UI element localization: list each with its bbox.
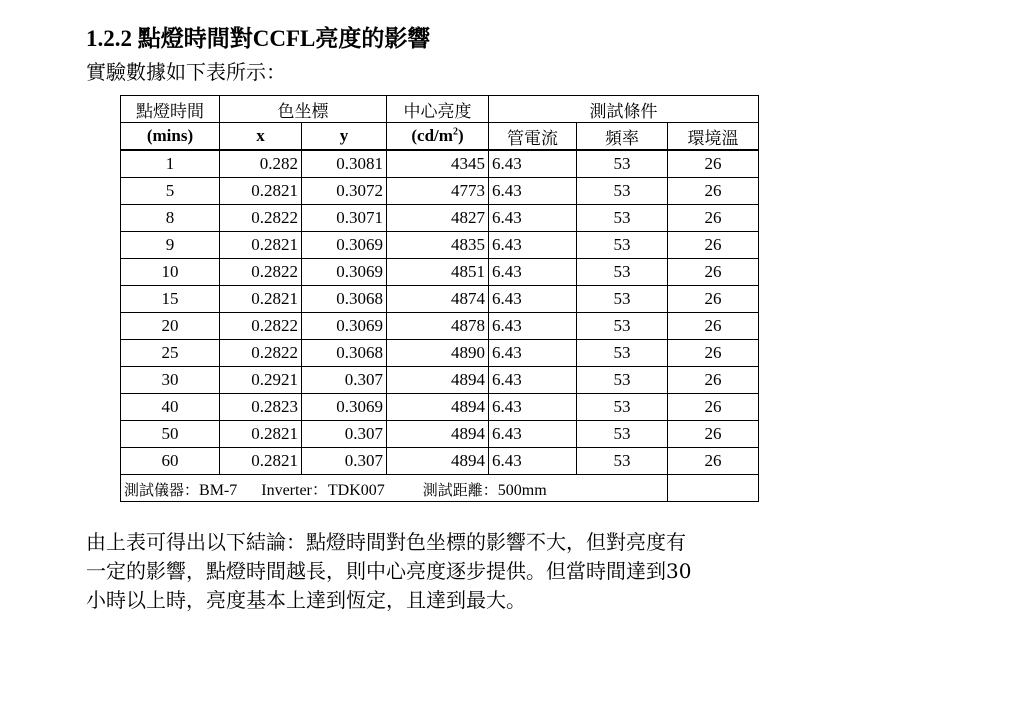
header-time-unit: (mins) xyxy=(121,123,220,151)
experiment-data-table xyxy=(120,95,759,502)
cell-ambient-temp: 26 xyxy=(668,367,759,394)
cell-x: 0.2821 xyxy=(220,232,302,259)
cell-y: 0.307 xyxy=(302,421,387,448)
cell-y: 0.3069 xyxy=(302,259,387,286)
cell-luminance: 4773 xyxy=(387,178,489,205)
cell-frequency: 53 xyxy=(577,313,668,340)
cell-time: 25 xyxy=(121,340,220,367)
cell-ambient-temp: 26 xyxy=(668,421,759,448)
cell-tube-current: 6.43 xyxy=(489,367,577,394)
cell-luminance: 4878 xyxy=(387,313,489,340)
cell-luminance: 4894 xyxy=(387,367,489,394)
cell-frequency: 53 xyxy=(577,150,668,178)
header-x: x xyxy=(220,123,302,151)
cell-tube-current: 6.43 xyxy=(489,232,577,259)
lum-unit-prefix: (cd/m xyxy=(411,126,453,145)
cell-y: 0.3069 xyxy=(302,313,387,340)
cell-ambient-temp: 26 xyxy=(668,205,759,232)
cell-y: 0.3068 xyxy=(302,340,387,367)
header-frequency: 頻率 xyxy=(577,123,668,151)
cell-ambient-temp: 26 xyxy=(668,313,759,340)
cell-frequency: 53 xyxy=(577,286,668,313)
distance-label: 測試距離： xyxy=(422,480,498,499)
cell-y: 0.3071 xyxy=(302,205,387,232)
conclusion-line-3: 小時以上時，亮度基本上達到恆定，且達到最大。 xyxy=(86,588,526,612)
section-title xyxy=(86,24,430,54)
header-chromaticity: 色坐標 xyxy=(220,96,387,123)
cell-frequency: 53 xyxy=(577,205,668,232)
cell-x: 0.2821 xyxy=(220,421,302,448)
intro-text: 實驗數據如下表所示： xyxy=(86,60,286,84)
cell-y: 0.3072 xyxy=(302,178,387,205)
cell-y: 0.307 xyxy=(302,448,387,475)
header-tube-current: 管電流 xyxy=(489,123,577,151)
cell-x: 0.2821 xyxy=(220,286,302,313)
cell-time: 30 xyxy=(121,367,220,394)
cell-time: 5 xyxy=(121,178,220,205)
cell-y: 0.3069 xyxy=(302,394,387,421)
cell-x: 0.2822 xyxy=(220,313,302,340)
cell-time: 8 xyxy=(121,205,220,232)
cell-time: 9 xyxy=(121,232,220,259)
inverter-value: TDK007 xyxy=(327,481,385,499)
cell-ambient-temp: 26 xyxy=(668,178,759,205)
footer-info xyxy=(121,475,668,502)
cell-frequency: 53 xyxy=(577,340,668,367)
cell-time: 40 xyxy=(121,394,220,421)
cell-ambient-temp: 26 xyxy=(668,259,759,286)
cell-time: 15 xyxy=(121,286,220,313)
cell-time: 20 xyxy=(121,313,220,340)
cell-y: 0.3081 xyxy=(302,150,387,178)
cell-y: 0.307 xyxy=(302,367,387,394)
cell-tube-current: 6.43 xyxy=(489,259,577,286)
cell-frequency: 53 xyxy=(577,178,668,205)
cell-tube-current: 6.43 xyxy=(489,340,577,367)
cell-tube-current: 6.43 xyxy=(489,394,577,421)
cell-frequency: 53 xyxy=(577,367,668,394)
table-row xyxy=(121,448,759,475)
cell-tube-current: 6.43 xyxy=(489,313,577,340)
cell-ambient-temp: 26 xyxy=(668,340,759,367)
cell-tube-current: 6.43 xyxy=(489,286,577,313)
conclusion-line-2: 一定的影響，點燈時間越長，則中心亮度逐步提供。但當時間達到30 xyxy=(86,559,692,583)
cell-tube-current: 6.43 xyxy=(489,150,577,178)
header-conditions: 測試條件 xyxy=(489,96,759,123)
table-row xyxy=(121,178,759,205)
cell-time: 50 xyxy=(121,421,220,448)
table-row xyxy=(121,205,759,232)
cell-ambient-temp: 26 xyxy=(668,286,759,313)
cell-time: 1 xyxy=(121,150,220,178)
cell-x: 0.2821 xyxy=(220,448,302,475)
cell-frequency: 53 xyxy=(577,448,668,475)
cell-frequency: 53 xyxy=(577,394,668,421)
cell-x: 0.2822 xyxy=(220,340,302,367)
header-time: 點燈時間 xyxy=(121,96,220,123)
cell-ambient-temp: 26 xyxy=(668,448,759,475)
lum-unit-suffix: ) xyxy=(457,126,464,145)
cell-x: 0.2921 xyxy=(220,367,302,394)
cell-luminance: 4894 xyxy=(387,448,489,475)
table-row xyxy=(121,367,759,394)
cell-tube-current: 6.43 xyxy=(489,205,577,232)
cell-y: 0.3068 xyxy=(302,286,387,313)
section-title-text: 點燈時間對CCFL亮度的影響 xyxy=(137,26,431,51)
table-footer-row xyxy=(121,475,759,502)
cell-luminance: 4345 xyxy=(387,150,489,178)
conclusion-line-1: 由上表可得出以下結論：點燈時間對色坐標的影響不大，但對亮度有 xyxy=(86,530,686,554)
cell-y: 0.3069 xyxy=(302,232,387,259)
cell-x: 0.2822 xyxy=(220,205,302,232)
cell-x: 0.282 xyxy=(220,150,302,178)
cell-luminance: 4894 xyxy=(387,394,489,421)
cell-time: 10 xyxy=(121,259,220,286)
conclusion-paragraph xyxy=(86,528,886,615)
table-row xyxy=(121,232,759,259)
section-number: 1.2.2 xyxy=(86,26,132,51)
lum-unit-sup: 2 xyxy=(452,126,458,138)
table-header-row-2 xyxy=(121,123,759,151)
cell-x: 0.2821 xyxy=(220,178,302,205)
table-row xyxy=(121,421,759,448)
header-luminance: 中心亮度 xyxy=(387,96,489,123)
cell-frequency: 53 xyxy=(577,421,668,448)
cell-luminance: 4874 xyxy=(387,286,489,313)
table-row xyxy=(121,394,759,421)
cell-tube-current: 6.43 xyxy=(489,178,577,205)
cell-time: 60 xyxy=(121,448,220,475)
cell-luminance: 4851 xyxy=(387,259,489,286)
cell-x: 0.2823 xyxy=(220,394,302,421)
instrument-label: 測試儀器： xyxy=(124,480,200,499)
table-row xyxy=(121,150,759,178)
table-header-row-1 xyxy=(121,96,759,123)
cell-ambient-temp: 26 xyxy=(668,232,759,259)
cell-frequency: 53 xyxy=(577,259,668,286)
cell-tube-current: 6.43 xyxy=(489,421,577,448)
table-row xyxy=(121,286,759,313)
footer-empty-cell xyxy=(668,475,759,502)
inverter-label: Inverter： xyxy=(261,481,328,499)
cell-ambient-temp: 26 xyxy=(668,394,759,421)
cell-luminance: 4827 xyxy=(387,205,489,232)
distance-value: 500mm xyxy=(497,481,547,499)
cell-luminance: 4890 xyxy=(387,340,489,367)
cell-tube-current: 6.43 xyxy=(489,448,577,475)
cell-x: 0.2822 xyxy=(220,259,302,286)
table-row xyxy=(121,259,759,286)
cell-luminance: 4894 xyxy=(387,421,489,448)
header-luminance-unit xyxy=(387,123,489,151)
table-row xyxy=(121,313,759,340)
cell-luminance: 4835 xyxy=(387,232,489,259)
cell-ambient-temp: 26 xyxy=(668,150,759,178)
table-row xyxy=(121,340,759,367)
header-y: y xyxy=(302,123,387,151)
header-ambient-temp: 環境溫 xyxy=(668,123,759,151)
cell-frequency: 53 xyxy=(577,232,668,259)
instrument-value: BM-7 xyxy=(199,481,238,499)
